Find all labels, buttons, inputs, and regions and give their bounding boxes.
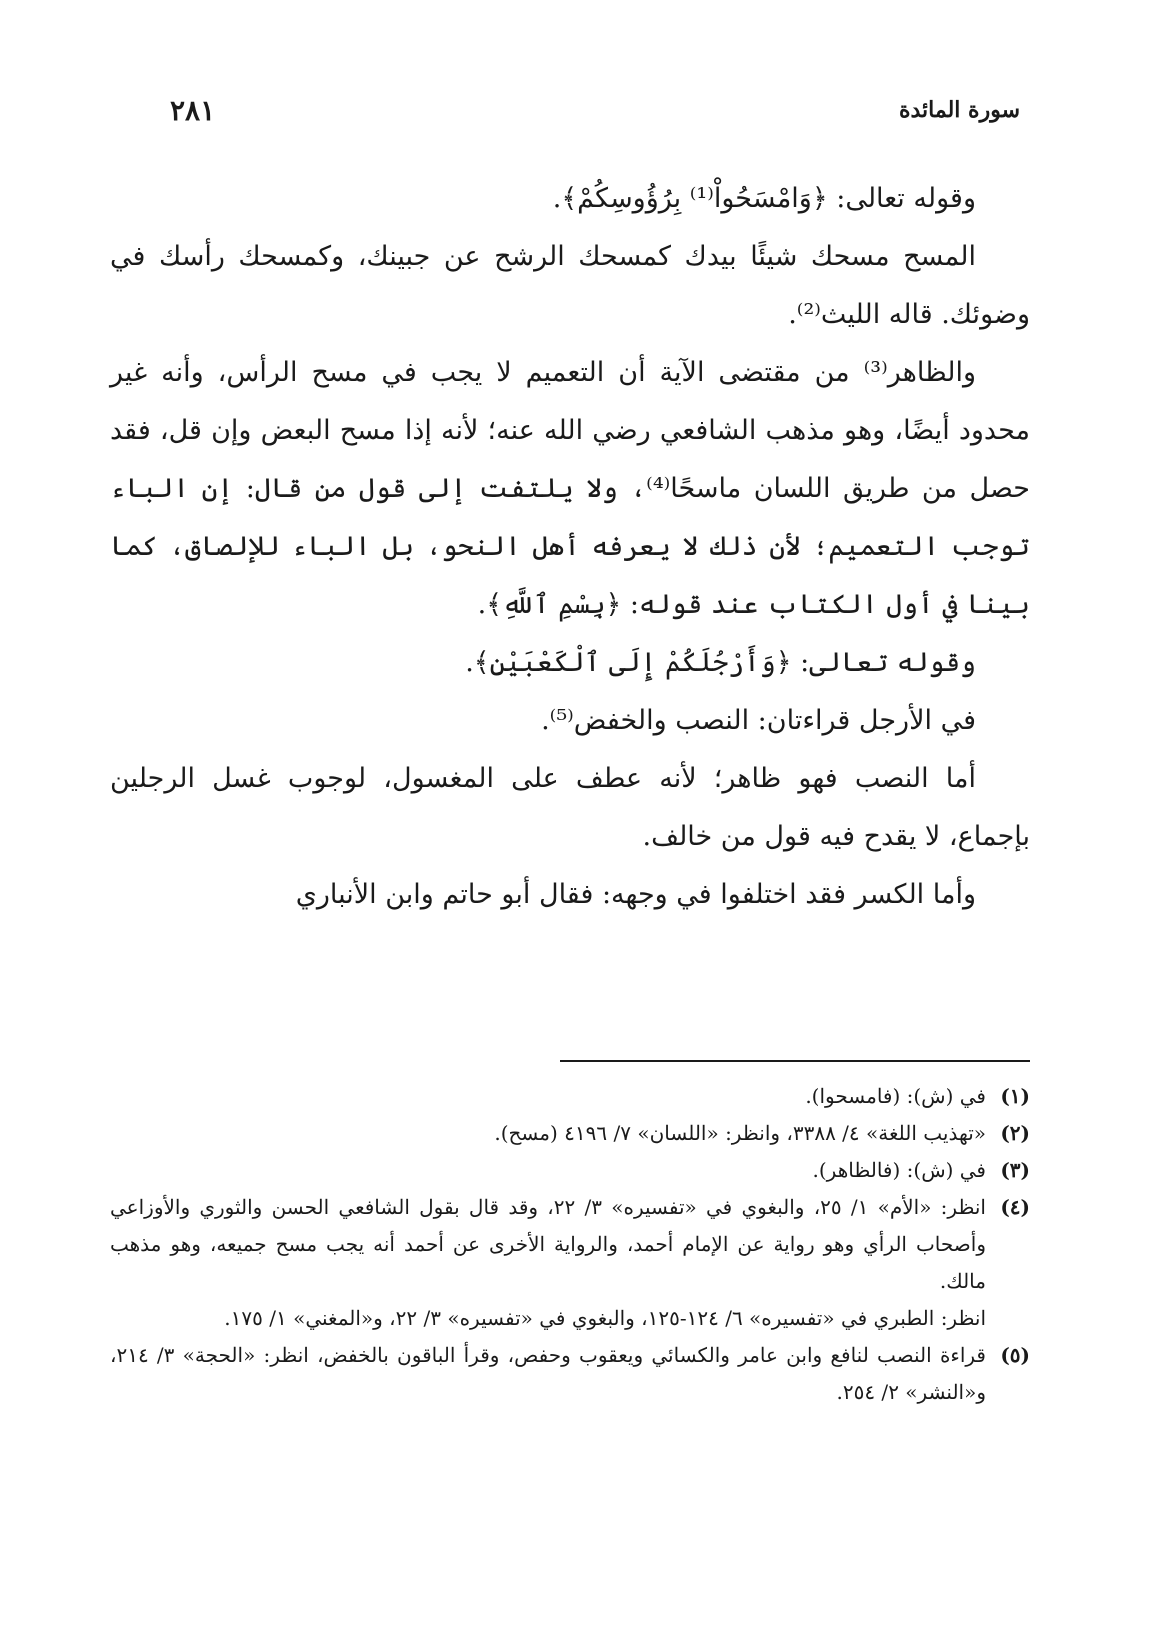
footnote-line: قراءة النصب لنافع وابن عامر والكسائي ويعقوب وحفص، وقرأ الباقون بالخفض، انظر: «الحجة» ٣/ ٢١٤، و«النشر» ٢/ ٢٥٤. <box>110 1343 986 1404</box>
footnote-number: (٢) <box>1000 1121 1030 1145</box>
footnote-number: (٤) <box>1000 1195 1030 1219</box>
footnote-text <box>110 1337 986 1411</box>
footnote-item <box>110 1337 1030 1411</box>
surah-title: سورة المائدة <box>898 97 1020 123</box>
footnote-item <box>110 1115 1030 1152</box>
footnote-item <box>110 1152 1030 1189</box>
page-number: ٢٨١ <box>170 93 216 127</box>
footnote-item <box>110 1189 1030 1337</box>
footnotes <box>110 1078 1030 1411</box>
paragraph: وقوله تعالى: ﴿وَأَرْجُلَكُمْ إِلَى ٱلْكَعْبَيْنِ﴾. <box>465 647 976 678</box>
paragraph: في الأرجل قراءتان: النصب والخفض⁽⁵⁾. <box>541 705 976 736</box>
footnote-line: في (ش): (فالظاهر). <box>812 1158 986 1182</box>
footnote-text <box>110 1078 986 1115</box>
running-header <box>170 90 1020 130</box>
footnote-text <box>110 1189 986 1337</box>
footnote-separator <box>560 1060 1030 1062</box>
footnote-text <box>110 1115 986 1152</box>
footnote-number: (٣) <box>1000 1158 1030 1182</box>
footnote-text <box>110 1152 986 1189</box>
footnote-number: (١) <box>1000 1084 1030 1108</box>
paragraph: وقوله تعالى: ﴿وَامْسَحُواْ⁽¹⁾ بِرُؤُوسِكُمْ﴾. <box>552 183 976 214</box>
footnote-item <box>110 1078 1030 1115</box>
footnote-line: انظر: الطبري في «تفسيره» ٦/ ١٢٤-١٢٥، والبغوي في «تفسيره» ٣/ ٢٢، و«المغني» ١/ ١٧٥. <box>224 1306 986 1330</box>
paragraph: المسح مسحك شيئًا بيدك كمسحك الرشح عن جبينك، وكمسحك رأسك في وضوئك. قاله الليث⁽²⁾. <box>110 241 1030 330</box>
footnote-line: في (ش): (فامسحوا). <box>805 1084 986 1108</box>
main-text <box>110 170 1030 924</box>
footnote-line: انظر: «الأم» ١/ ٢٥، والبغوي في «تفسيره» ٣/ ٢٢، وقد قال بقول الشافعي الحسن والثوري والأوزاعي وأصحاب الرأي وهو رواية عن الإمام أحمد، والرواية الأخرى عن أحمد أنه يجب مسح جميعه، وهو مذهب مالك. <box>110 1195 986 1293</box>
paragraph: والظاهر⁽³⁾ من مقتضى الآية أن التعميم لا يجب في مسح الرأس، وأنه غير محدود أيضًا، وهو مذهب الشافعي رضي الله عنه؛ لأنه إذا مسح البعض وإن قل، فقد حصل من طريق اللسان ماسحًا⁽⁴⁾، ولا يلتفت إلى قول من قال: إن الباء توجب التعميم؛ لأن ذلك لا يعرفه أهل النحو، بل الباء للإلصاق، كما بينا في أول الكتاب عند قوله: ﴿بِسْمِ ٱللَّهِ﴾. <box>110 357 1030 620</box>
paragraph: وأما الكسر فقد اختلفوا في وجهه: فقال أبو حاتم وابن الأنباري <box>295 879 976 910</box>
paragraph: أما النصب فهو ظاهر؛ لأنه عطف على المغسول، لوجوب غسل الرجلين بإجماع، لا يقدح فيه قول من خالف. <box>110 763 1030 852</box>
footnote-number: (٥) <box>1000 1343 1030 1367</box>
footnote-line: «تهذيب اللغة» ٤/ ٣٣٨٨، وانظر: «اللسان» ٧/ ٤١٩٦ (مسح). <box>494 1121 986 1145</box>
